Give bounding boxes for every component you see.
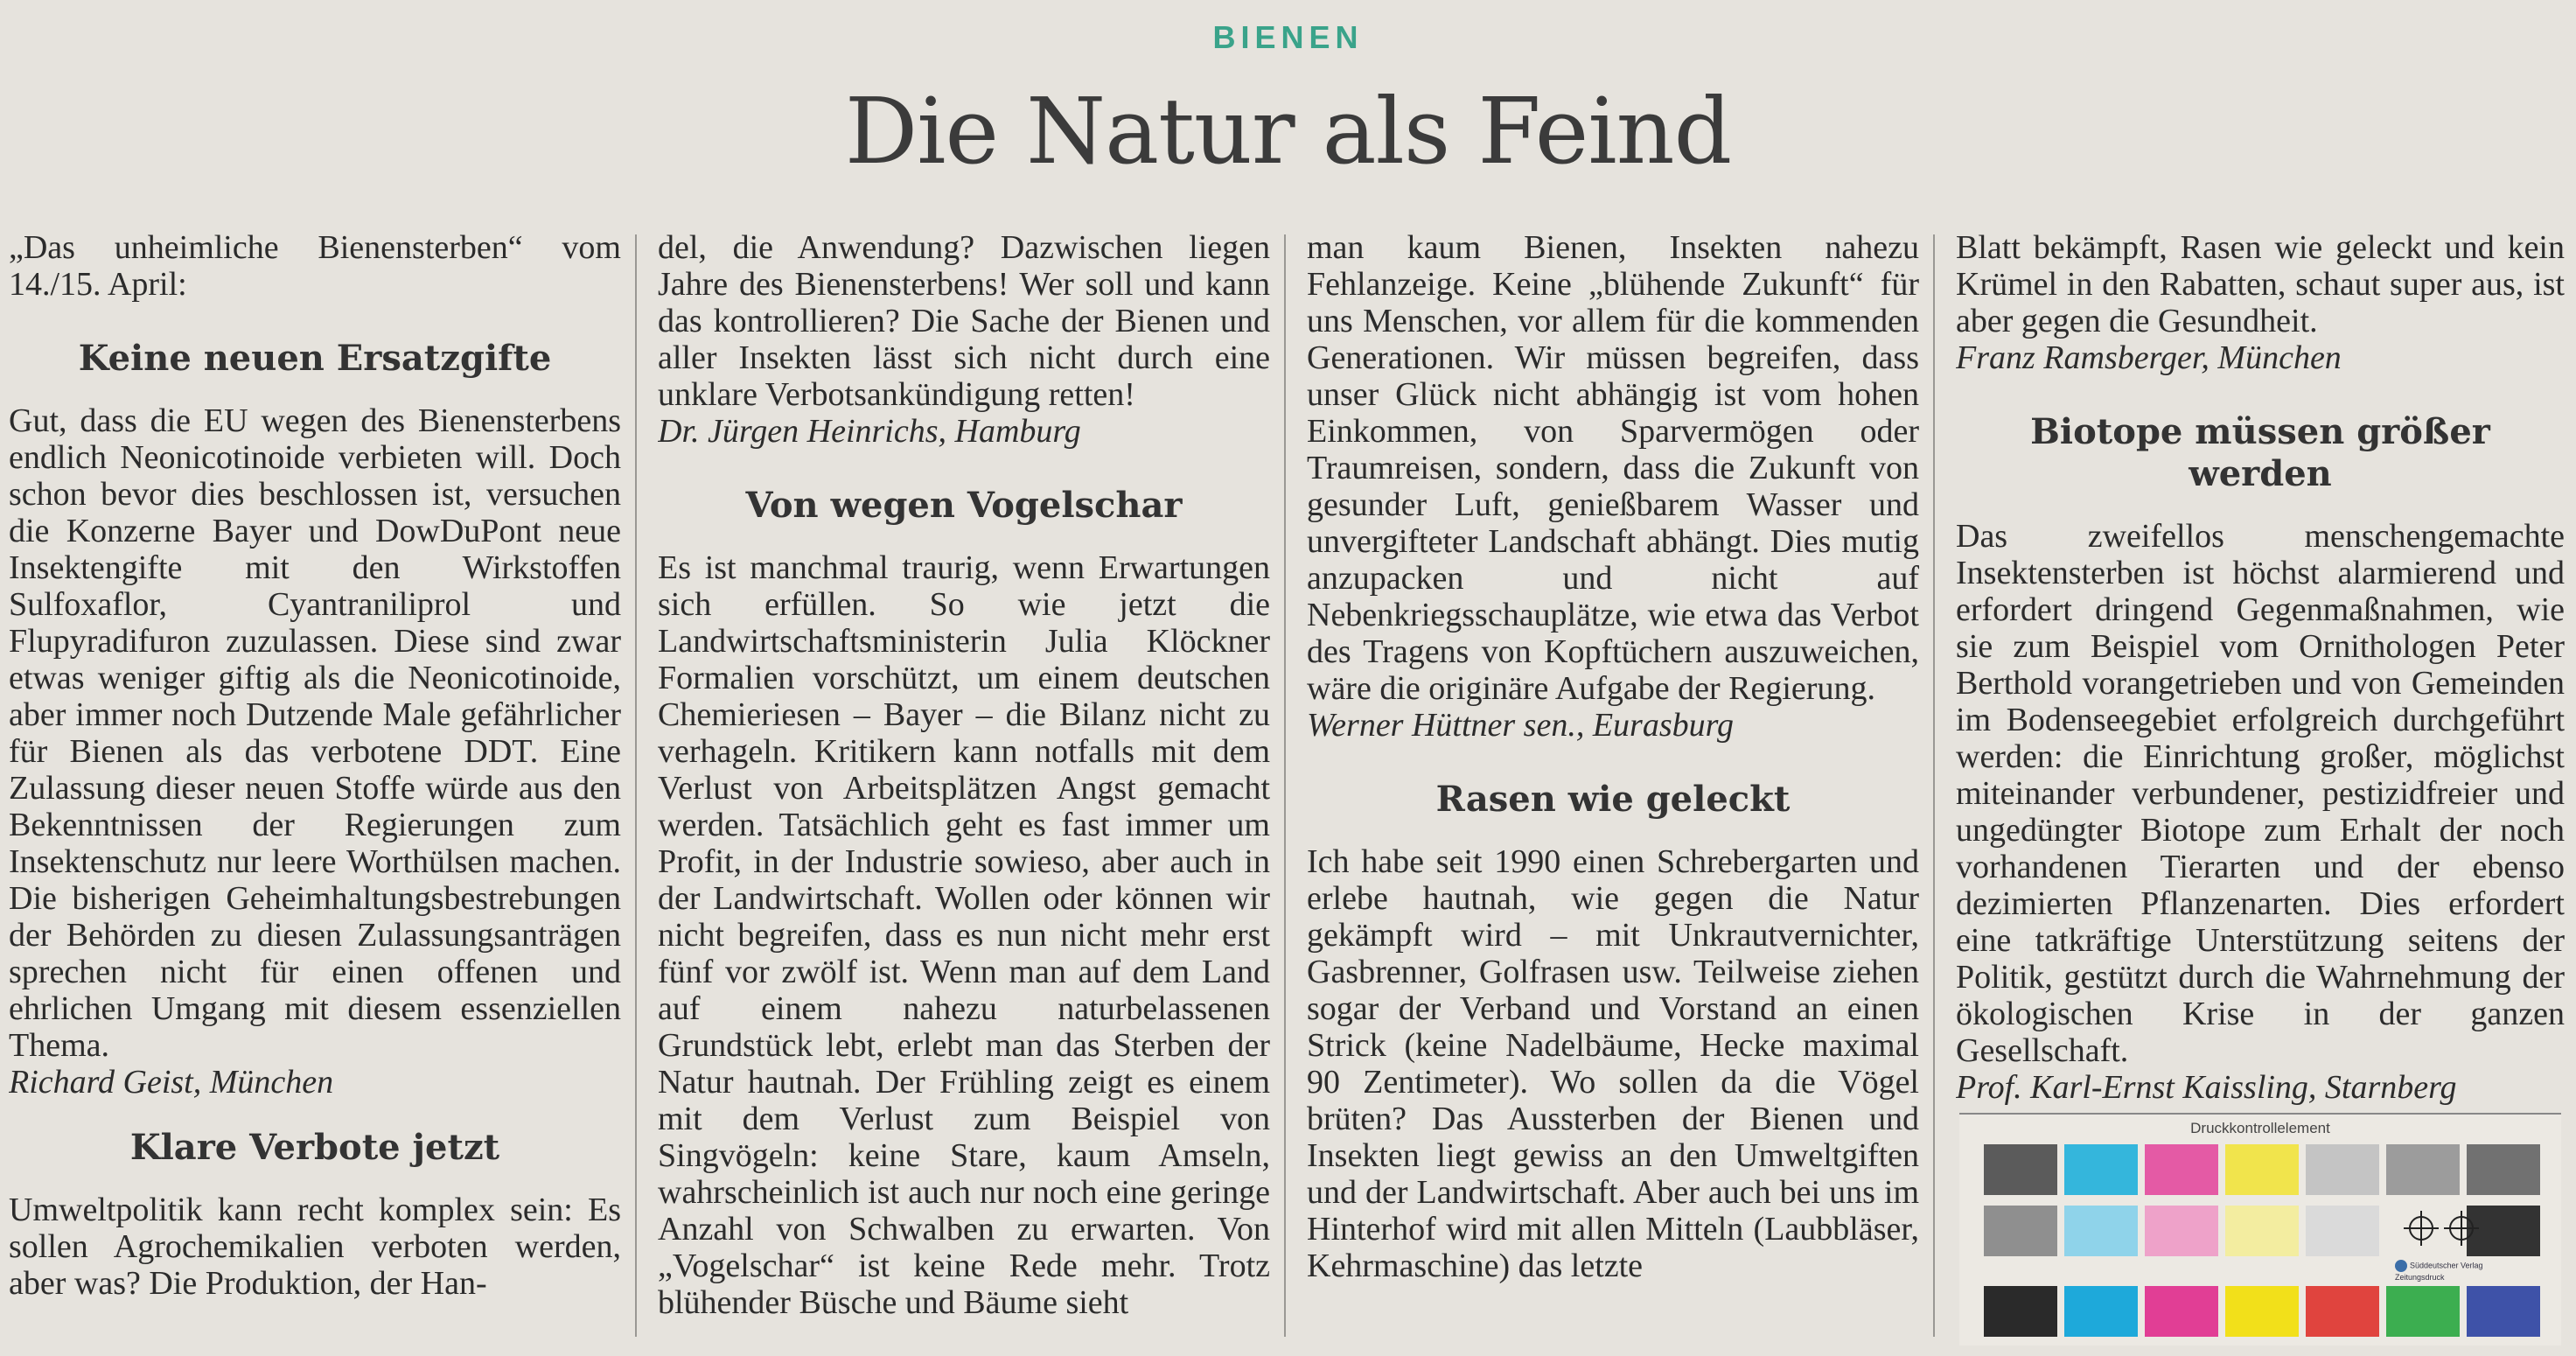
color-swatch	[1984, 1286, 2057, 1337]
letter-signature: Franz Ramsberger, München	[1956, 339, 2342, 376]
letter-title: Keine neuen Ersatzgifte	[78, 338, 552, 379]
color-swatch	[1984, 1144, 2057, 1195]
color-swatch	[2225, 1286, 2299, 1337]
column-rule	[635, 234, 637, 1337]
column-rule	[1284, 234, 1286, 1337]
color-swatch	[2386, 1144, 2460, 1195]
letter-body: Das zweifellos menschengemachte Insektensterben ist höchst alarmierend und erfordert dringend Gegenmaßnahmen, wie sie zum Beispiel vom Ornithologen Peter Berthold vorangetrieben und von Gemeinden im Bodenseegebiet erfolgreich durchgeführt werden: die Einrichtung großer, möglichst miteinander verbundener, pestizidfreier und ungedüngter Biotope zum Erhalt der noch vorhandenen Tierarten und der ebenso dezimierten Pflanzenarten. Dies erfordert eine tatkräftige Unterstützung seitens der Politik, gestützt durch die Wahrnehmung der ökologischen Krise in der ganzen Gesellschaft.	[1956, 518, 2565, 1069]
registration-mark-icon	[2395, 1206, 2491, 1256]
color-swatch	[2386, 1286, 2460, 1337]
letter-body: Es ist manchmal traurig, wenn Erwartungen sich erfüllen. So wie jetzt die Landwirtschaftsministerin Julia Klöckner Formalien vorschützt, um einem deutschen Chemieriesen – Bayer – die Bilanz nicht zu verhageln. Kritikern kann notfalls mit dem Verlust von Arbeitsplätzen Angst gemacht werden. Tatsächlich geht es fast immer um Profit, in der Industrie sowieso, aber auch in der Landwirtschaft. Wollen oder können wir nicht begreifen, dass es nun nicht mehr erst fünf vor zwölf ist. Wenn man auf dem Land auf einem nahezu naturbelassenen Grundstück lebt, erlebt man das Sterben der Natur hautnah. Der Frühling zeigt es einem mit dem Verlust zum Beispiel von Singvögeln: keine Stare, kaum Amseln, wahrscheinlich ist auch nur noch eine geringe Anzahl von Schwalben zu erwarten. Von „Vogelschar“ ist keine Rede mehr. Trotz blühender Büsche und Bäume sieht	[658, 549, 1270, 1321]
color-swatch	[2064, 1206, 2138, 1256]
letter-body: Umweltpolitik kann recht komplex sein: Es sollen Agrochemikalien verboten werden, aber was? Die Produktion, der Han-	[9, 1192, 621, 1302]
column-1	[9, 229, 621, 1356]
color-swatch	[2467, 1144, 2540, 1195]
page-headline: Die Natur als Feind	[844, 78, 1732, 185]
color-swatch	[2064, 1144, 2138, 1195]
control-strip-title: Druckkontrollelement	[2190, 1120, 2330, 1136]
letter-signature: Prof. Karl-Ernst Kaissling, Starnberg	[1956, 1069, 2457, 1106]
color-swatch	[2145, 1206, 2218, 1256]
color-swatch	[2225, 1144, 2299, 1195]
publisher-name: Süddeutscher Verlag Zeitungsdruck	[2395, 1261, 2483, 1282]
color-swatch	[2145, 1286, 2218, 1337]
color-swatch	[2306, 1144, 2379, 1195]
letter-signature: Werner Hüttner sen., Eurasburg	[1307, 707, 1735, 744]
color-swatch	[2145, 1144, 2218, 1195]
letter-title: Rasen wie geleckt	[1435, 779, 1791, 820]
letter-signature: Richard Geist, München	[9, 1064, 334, 1101]
color-swatch	[2225, 1206, 2299, 1256]
column-2	[658, 229, 1270, 1356]
letter-title: Biotope müssen größer werden	[2030, 411, 2490, 494]
section-kicker: BIENEN	[1212, 19, 1364, 55]
print-control-strip	[1959, 1113, 2561, 1346]
publisher-logo-icon	[2395, 1260, 2407, 1272]
letter-body: Ich habe seit 1990 einen Schrebergarten und erlebe hautnah, wie gegen die Natur gekämpft wird – mit Unkrautvernichter, Gasbrenner, Golfrasen usw. Teilweise ziehen sogar der Verband und Vorstand an einen Strick (keine Nadelbäume, Hecke maximal 90 Zentimeter). Wo sollen da die Vögel brüten? Das Aussterben der Bienen und Insekten liegt gewiss an den Umweltgiften und der Landwirtschaft. Aber auch bei uns im Hinterhof wird mit allen Mitteln (Laubbläser, Kehrmaschine) das letzte	[1307, 843, 1919, 1284]
color-swatch	[2306, 1286, 2379, 1337]
color-swatch	[2467, 1286, 2540, 1337]
letter-title: Von wegen Vogelschar	[745, 485, 1183, 526]
color-swatch	[2064, 1286, 2138, 1337]
column-rule	[1933, 234, 1935, 1337]
letter-body: man kaum Bienen, Insekten nahezu Fehlanzeige. Keine „blühende Zukunft“ für uns Menschen, vor allem für die kommenden Generationen. Wir müssen begreifen, dass unser Glück nicht abhängig ist vom hohen Einkommen, von Sparvermögen oder Traumreisen, sondern, dass die Zukunft von gesunder Luft, genießbarem Wasser und unvergifteter Landschaft abhängt. Dies mutig anzupacken und nicht auf Nebenkriegsschauplätze, wie etwa das Verbot des Tragens von Kopftüchern auszuweichen, wäre die originäre Aufgabe der Regierung.	[1307, 229, 1919, 707]
publisher-label	[2395, 1260, 2500, 1281]
color-swatch	[2306, 1206, 2379, 1256]
letter-signature: Dr. Jürgen Heinrichs, Hamburg	[658, 413, 1081, 450]
article-reference: „Das unheimliche Bienensterben“ vom 14./15. April:	[9, 229, 621, 303]
color-swatch	[1984, 1206, 2057, 1256]
letter-body: Blatt bekämpft, Rasen wie geleckt und kein Krümel in den Rabatten, schaut super aus, ist aber gegen die Gesundheit.	[1956, 229, 2565, 339]
letter-title: Klare Verbote jetzt	[129, 1127, 500, 1168]
letter-body: Gut, dass die EU wegen des Bienensterbens endlich Neonicotinoide verbieten will. Doch schon bevor dies beschlossen ist, versuchen die Konzerne Bayer und DowDuPont neue Insektengifte mit den Wirkstoffen Sulfoxaflor, Cyantraniliprol und Flupyradifuron zuzulassen. Diese sind zwar etwas weniger giftig als die Neonicotinoide, aber immer noch Dutzende Male gefährlicher für Bienen als das verbotene DDT. Eine Zulassung dieser neuen Stoffe würde aus den Bekenntnissen der Regierungen zum Insektenschutz nur leere Worthülsen machen. Die bisherigen Geheimhaltungsbestrebungen der Behörden zu diesen Zulassungsanträgen sprechen nicht für einen offenen und ehrlichen Umgang mit diesem essenziellen Thema.	[9, 402, 621, 1064]
column-3	[1307, 229, 1919, 1356]
letter-body: del, die Anwendung? Dazwischen liegen Jahre des Bienensterbens! Wer soll und kann das kontrollieren? Die Sache der Bienen und aller Insekten lässt sich nicht durch eine unklare Verbotsankündigung retten!	[658, 229, 1270, 413]
